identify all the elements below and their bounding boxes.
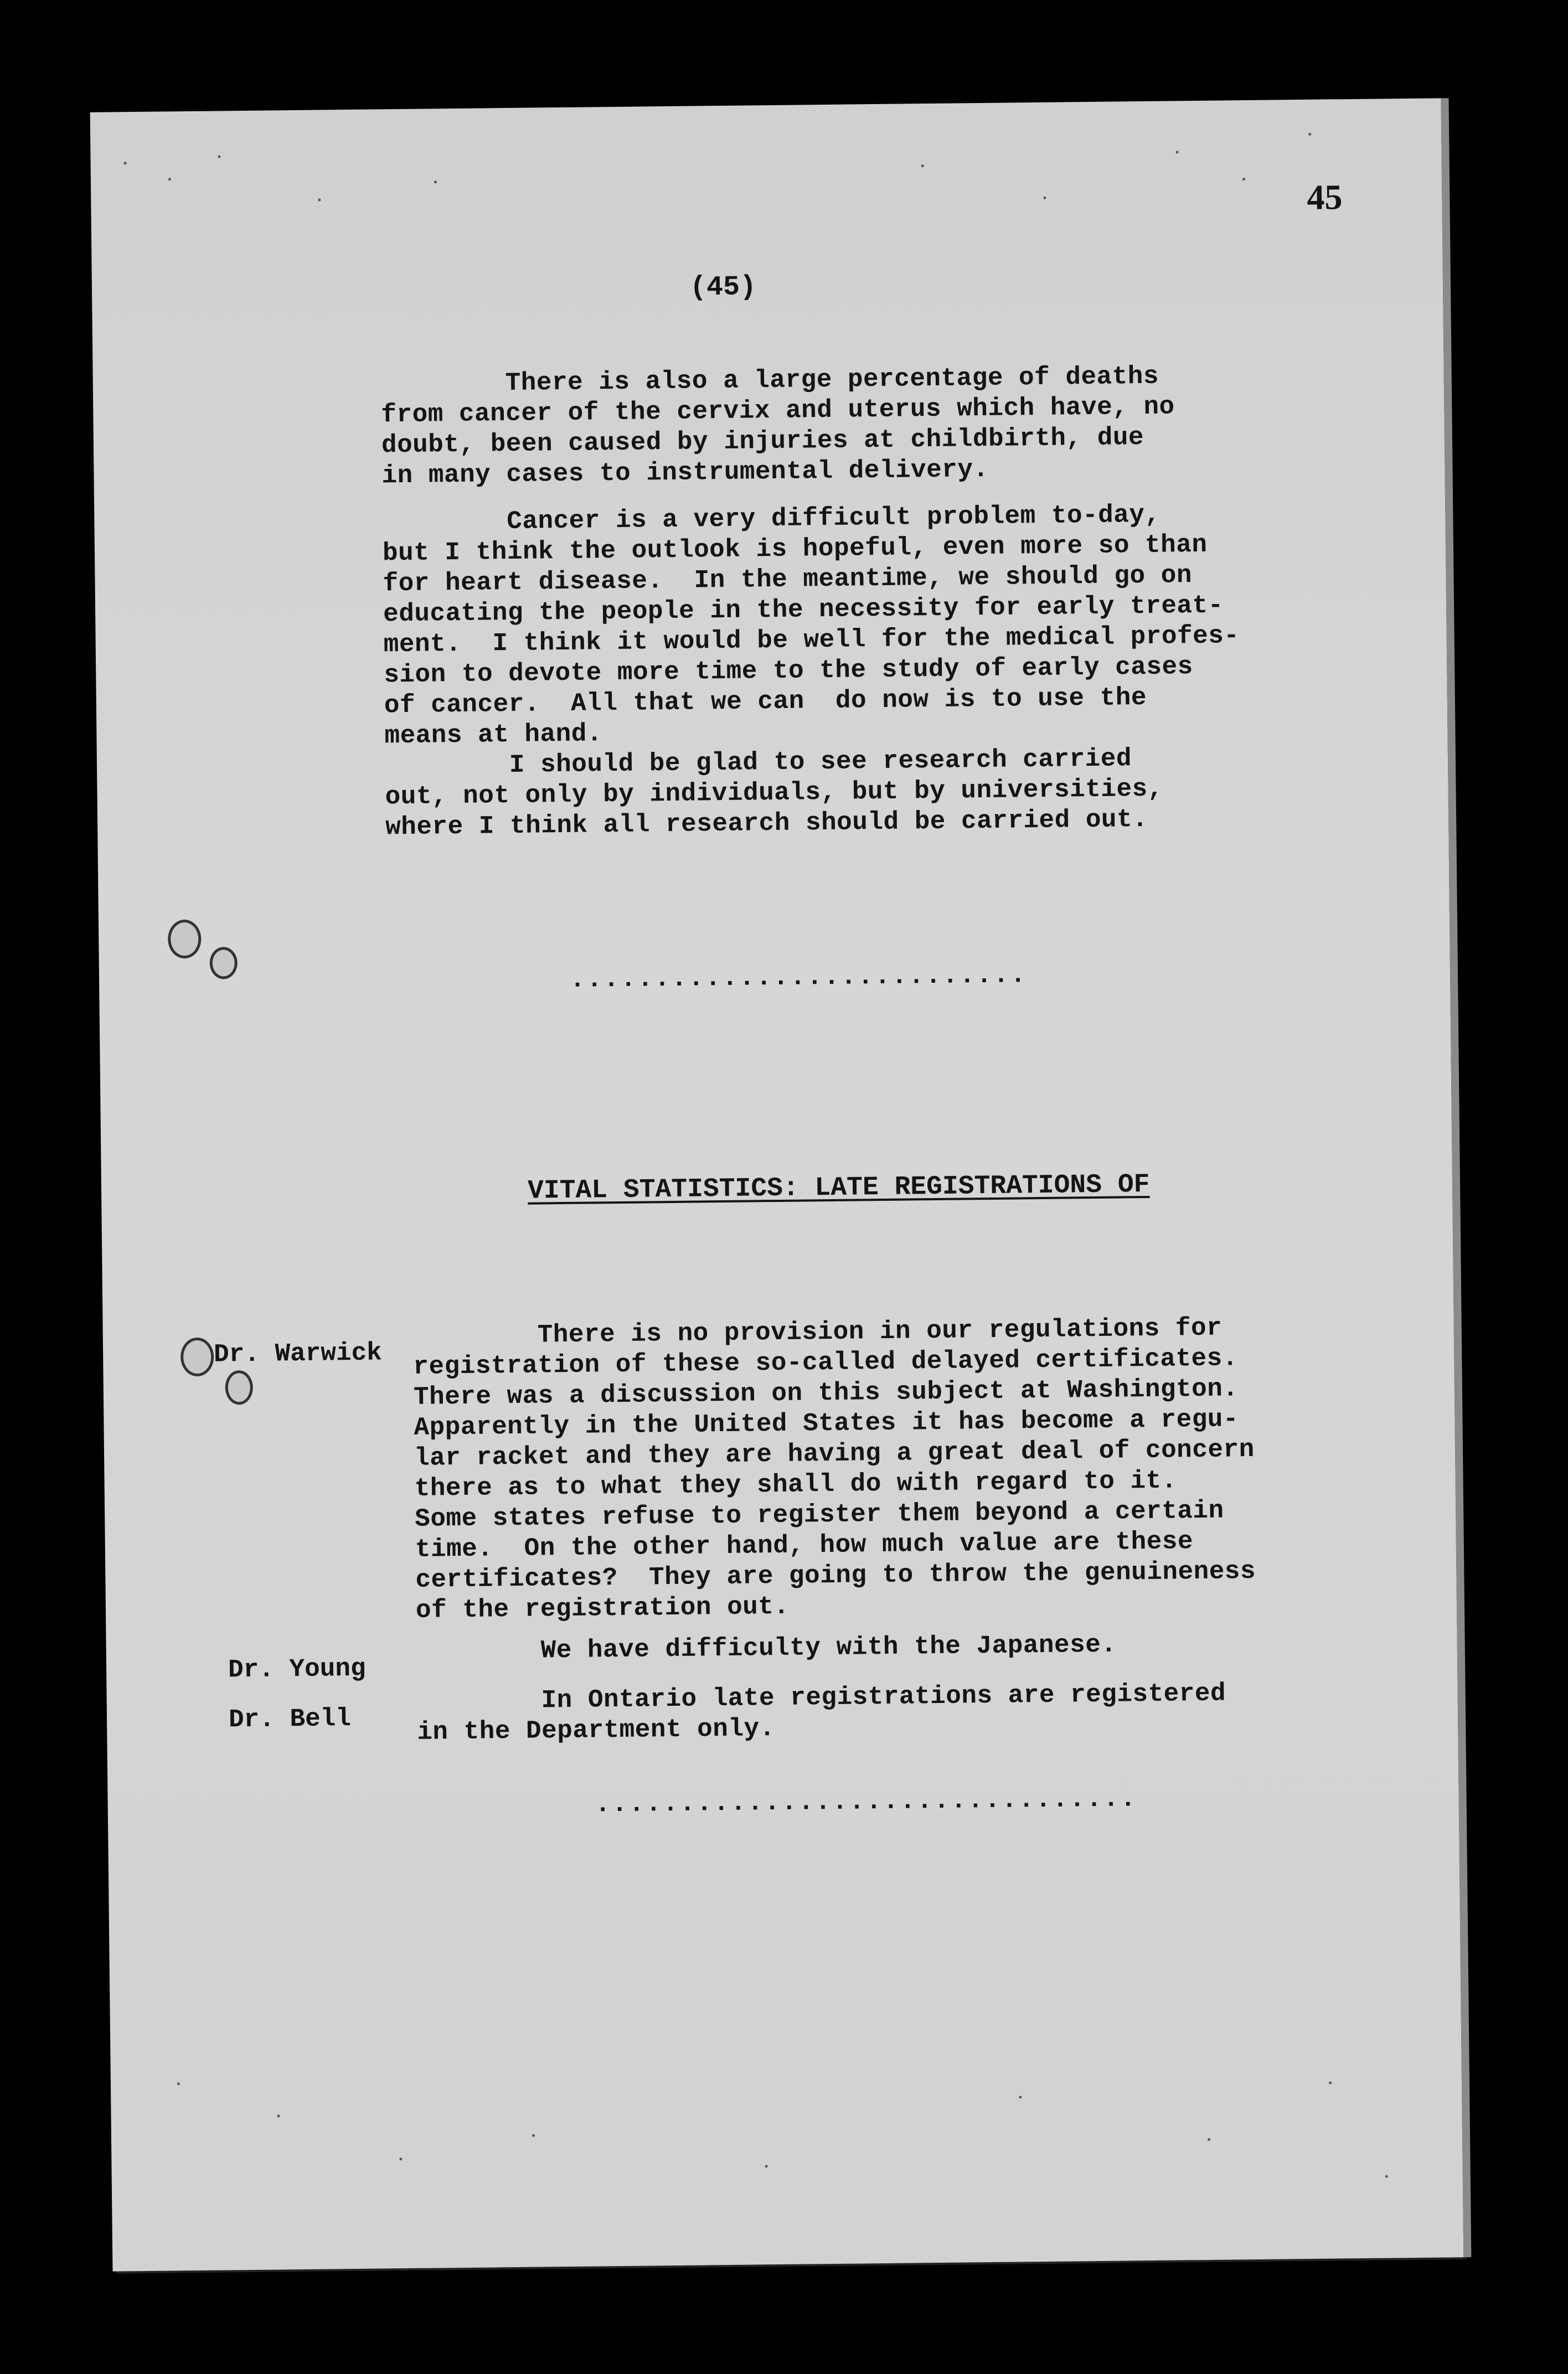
page-edge (1441, 98, 1472, 2257)
speaker-name: Dr. Young (228, 1654, 366, 1685)
section-heading: VITAL STATISTICS: LATE REGISTRATIONS OF (527, 1169, 1150, 1206)
document-page (90, 98, 1464, 2271)
speckle-area (90, 98, 1441, 112)
speaker-remark: There is no provision in our regulations for registration of these so-called delayed certificates. There was a discussion on this subject at Washington. Apparently in the United States it has become a regu- lar racket and they are having a great deal of concern there as to what they shall do with regard to it. Some states refuse to register them beyond a certain time. On the other hand, how much value are these certificates? They are going to throw the genuineness of the registration out. (412, 1313, 1256, 1625)
paragraph-research: I should be glad to see research carried out, not only by individuals, but by universities, where I think all research should be carried out. (384, 744, 1164, 842)
paragraph-cancer-problem: Cancer is a very difficult problem to-day, but I think the outlook is hopeful, even more so than for heart disease. In the meantime, we should go on educating the people in the necessity for early treat- ment. I think it would be well for the medical profes- sion to devote more time to the study of early cases of cancer. All that we can do now is to use the means at hand. (382, 500, 1240, 751)
speaker-name: Dr. Bell (228, 1704, 352, 1735)
speaker-name: Dr. Warwick (213, 1338, 383, 1369)
punch-hole (209, 947, 238, 979)
separator-dots: ................................ (595, 1784, 1138, 1819)
paragraph-cancer-cervix: There is also a large percentage of deaths from cancer of the cervix and uterus which have, no doubt, been caused by injuries at childbirth, due in many cases to instrumental delivery. (380, 362, 1175, 491)
header-page-number: (45) (689, 271, 757, 304)
punch-hole (168, 920, 202, 959)
punch-hole (225, 1370, 253, 1405)
speaker-remark: We have difficulty with the Japanese. (416, 1630, 1117, 1666)
punch-hole (180, 1338, 214, 1377)
page-number-stamp: 45 (1307, 177, 1343, 217)
separator-dots: ........................... (569, 961, 1028, 994)
speaker-remark: In Ontario late registrations are registered in the Department only. (416, 1679, 1226, 1747)
